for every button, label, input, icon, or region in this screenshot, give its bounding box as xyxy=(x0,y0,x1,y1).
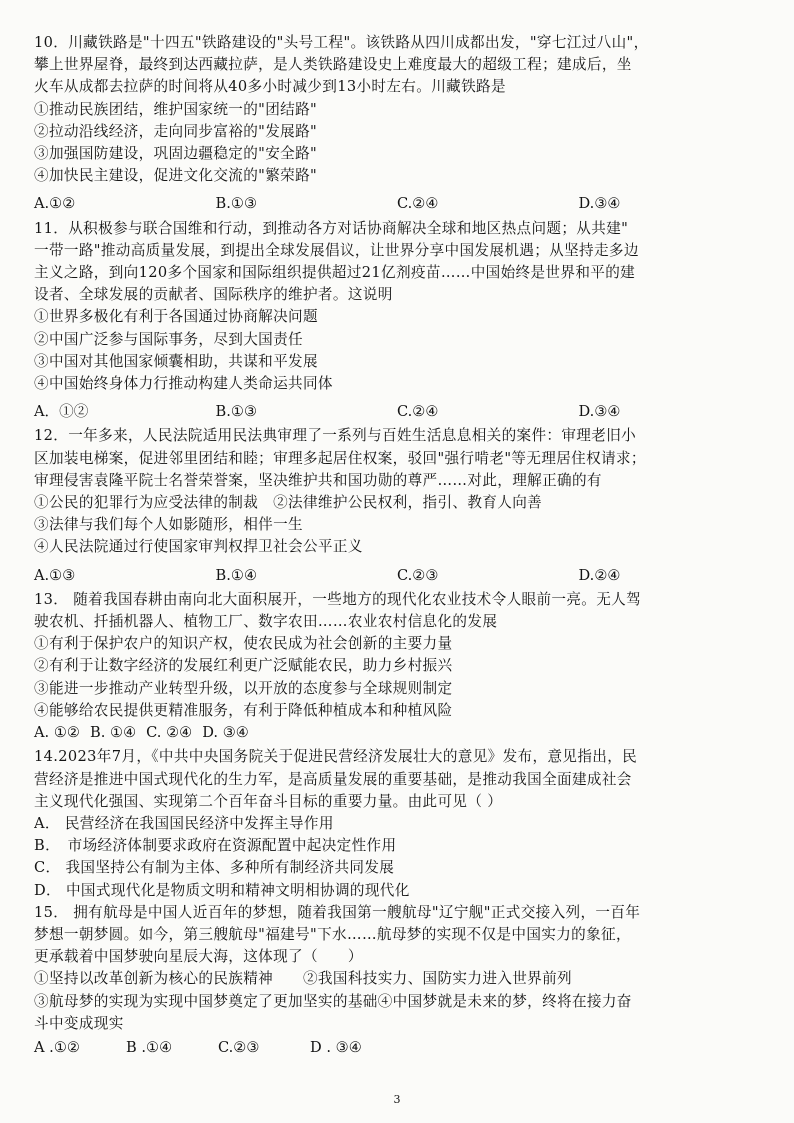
option-d[interactable]: D.②④ xyxy=(578,566,621,584)
option-c[interactable]: C.②④ xyxy=(397,403,439,421)
option-c[interactable]: C.②③ xyxy=(397,566,439,584)
option-c[interactable]: C.②③ xyxy=(218,1038,260,1056)
question-text-line: 设者、全球发展的贡献者、国际秩序的维护者。这说明 xyxy=(34,286,393,304)
option-d[interactable]: D . ③④ xyxy=(310,1038,362,1056)
answer-options xyxy=(34,401,760,423)
option-c[interactable]: C． 我国坚持公有制为主体、多种所有制经济共同发展 xyxy=(34,859,395,877)
statement-3-4: ③航母梦的实现为实现中国梦奠定了更加坚实的基础④中国梦就是未来的梦，终将在接力奋 xyxy=(34,992,632,1010)
option-a[interactable]: A． 民营经济在我国国民经济中发挥主导作用 xyxy=(34,814,334,832)
page-number: 3 xyxy=(393,1093,401,1106)
question-10 xyxy=(34,32,760,216)
statement-1: ①推动民族团结，维护国家统一的"团结路" xyxy=(34,100,318,118)
statement-1-2: ①公民的犯罪行为应受法律的制裁 ②法律维护公民权利，指引、教育人向善 xyxy=(34,494,543,512)
question-text-line: 15． 拥有航母是中国人近百年的梦想，随着我国第一艘航母"辽宁舰"正式交接入列，一百年 xyxy=(34,903,641,921)
question-13 xyxy=(34,589,760,744)
question-text-line: 主义现代化强国、实现第二个百年奋斗目标的重要力量。由此可见（ ） xyxy=(34,792,503,810)
option-b[interactable]: B. ①④ xyxy=(89,724,137,742)
question-text-line: 11．从积极参与联合国维和行动，到推动各方对话协商解决全球和地区热点问题；从共建" xyxy=(34,219,629,237)
option-c[interactable]: C.②④ xyxy=(397,195,439,213)
statement-3: ③中国对其他国家倾囊相助，共谋和平发展 xyxy=(34,352,318,370)
question-text-line: 营经济是推进中国式现代化的生力军，是高质量发展的重要基础，是推动我国全面建成社会 xyxy=(34,770,632,788)
question-text-line: 梦想一朝梦圆。如今，第三艘航母"福建号"下水……航母梦的实现不仅是中国实力的象征， xyxy=(34,925,631,943)
answer-options xyxy=(34,722,760,744)
option-d[interactable]: D. ③④ xyxy=(202,724,249,742)
question-14 xyxy=(34,746,760,901)
option-b[interactable]: B.①③ xyxy=(215,195,258,213)
question-text-line: 一带一路"推动高质量发展，到提出全球发展倡议，让世界分享中国发展机遇；从坚持走多边 xyxy=(34,241,639,259)
option-d[interactable]: D.③④ xyxy=(578,195,621,213)
question-text-line: 13． 随着我国春耕由南向北大面积展开，一些地方的现代化农业技术令人眼前一亮。无人驾 xyxy=(34,590,642,608)
option-d[interactable]: D.③④ xyxy=(578,403,621,421)
option-a[interactable]: A．①② xyxy=(34,403,89,421)
question-text-line: 主义之路，到向120多个国家和国际组织提供超过21亿剂疫苗……中国始终是世界和平的建 xyxy=(34,264,636,282)
option-d[interactable]: D． 中国式现代化是物质文明和精神文明相协调的现代化 xyxy=(34,881,410,899)
question-15 xyxy=(34,902,760,1059)
option-b[interactable]: B.①③ xyxy=(215,403,258,421)
option-b[interactable]: B .①④ xyxy=(126,1038,173,1056)
question-text-line: 14.2023年7月，《中共中央国务院关于促进民营经济发展壮大的意见》发布，意见指出，民 xyxy=(34,748,638,766)
option-a[interactable]: A.①③ xyxy=(34,566,76,584)
statement-2: ②有利于让数字经济的发展红利更广泛赋能农民，助力乡村振兴 xyxy=(34,657,453,675)
question-text-line: 驶农机、扦插机器人、植物工厂、数字农田……农业农村信息化的发展 xyxy=(34,613,498,631)
option-c[interactable]: C. ②④ xyxy=(146,724,193,742)
statement-1: ①世界多极化有利于各国通过协商解决问题 xyxy=(34,308,318,326)
statement-4: ④中国始终身体力行推动构建人类命运共同体 xyxy=(34,375,333,393)
statement-1-2: ①坚持以改革创新为核心的民族精神 ②我国科技实力、国防实力进入世界前列 xyxy=(34,970,572,988)
question-text-line: 攀上世界屋脊，最终到达西藏拉萨，是人类铁路建设史上难度最大的超级工程；建成后，坐 xyxy=(34,56,632,74)
question-text-line: 审理侵害袁隆平院士名誉荣誉案，坚决维护共和国功勋的尊严……对此，理解正确的有 xyxy=(34,471,602,489)
option-a[interactable]: A. ①② xyxy=(34,724,80,742)
question-text-line: 火车从成都去拉萨的时间将从40多小时减少到13小时左右。川藏铁路是 xyxy=(34,78,506,96)
statement-2: ②中国广泛参与国际事务，尽到大国责任 xyxy=(34,330,303,348)
statement-3: ③加强国防建设，巩固边疆稳定的"安全路" xyxy=(34,145,318,163)
statement-2: ②拉动沿线经济，走向同步富裕的"发展路" xyxy=(34,122,318,140)
statement-3: ③法律与我们每个人如影随形，相伴一生 xyxy=(34,516,303,534)
question-11 xyxy=(34,218,760,424)
answer-options xyxy=(34,193,760,215)
option-a[interactable]: A.①② xyxy=(34,195,76,213)
question-text-line: 更承载着中国梦驶向星辰大海，这体现了（ ） xyxy=(34,948,363,966)
answer-options xyxy=(34,1037,760,1059)
statement-1: ①有利于保护农户的知识产权，使农民成为社会创新的主要力量 xyxy=(34,635,453,653)
statement-4: ④能够给农民提供更精准服务，有利于降低种植成本和种植风险 xyxy=(34,701,453,719)
option-b[interactable]: B.①④ xyxy=(215,566,258,584)
question-text-line: 10．川藏铁路是"十四五"铁路建设的"头号工程"。该铁路从四川成都出发，"穿七江过八山"， xyxy=(34,34,649,51)
question-12 xyxy=(34,425,760,586)
question-text-line: 区加装电梯案，促进邻里团结和睦；审理多起居住权案，驳回"强行啃老"等无理居住权请求； xyxy=(34,449,646,467)
option-b[interactable]: B． 市场经济体制要求政府在资源配置中起决定性作用 xyxy=(34,837,397,855)
statement-3: ③能进一步推动产业转型升级，以开放的态度参与全球规则制定 xyxy=(34,679,453,697)
statement-4: ④加快民主建设，促进文化交流的"繁荣路" xyxy=(34,167,318,185)
answer-options xyxy=(34,565,760,587)
option-a[interactable]: A .①② xyxy=(34,1038,80,1056)
statement-4-cont: 斗中变成现实 xyxy=(34,1014,124,1032)
statement-4: ④人民法院通过行使国家审判权捍卫社会公平正义 xyxy=(34,538,363,556)
question-text-line: 12．一年多来，人民法院适用民法典审理了一系列与百姓生活息息相关的案件：审理老旧小 xyxy=(34,427,637,445)
